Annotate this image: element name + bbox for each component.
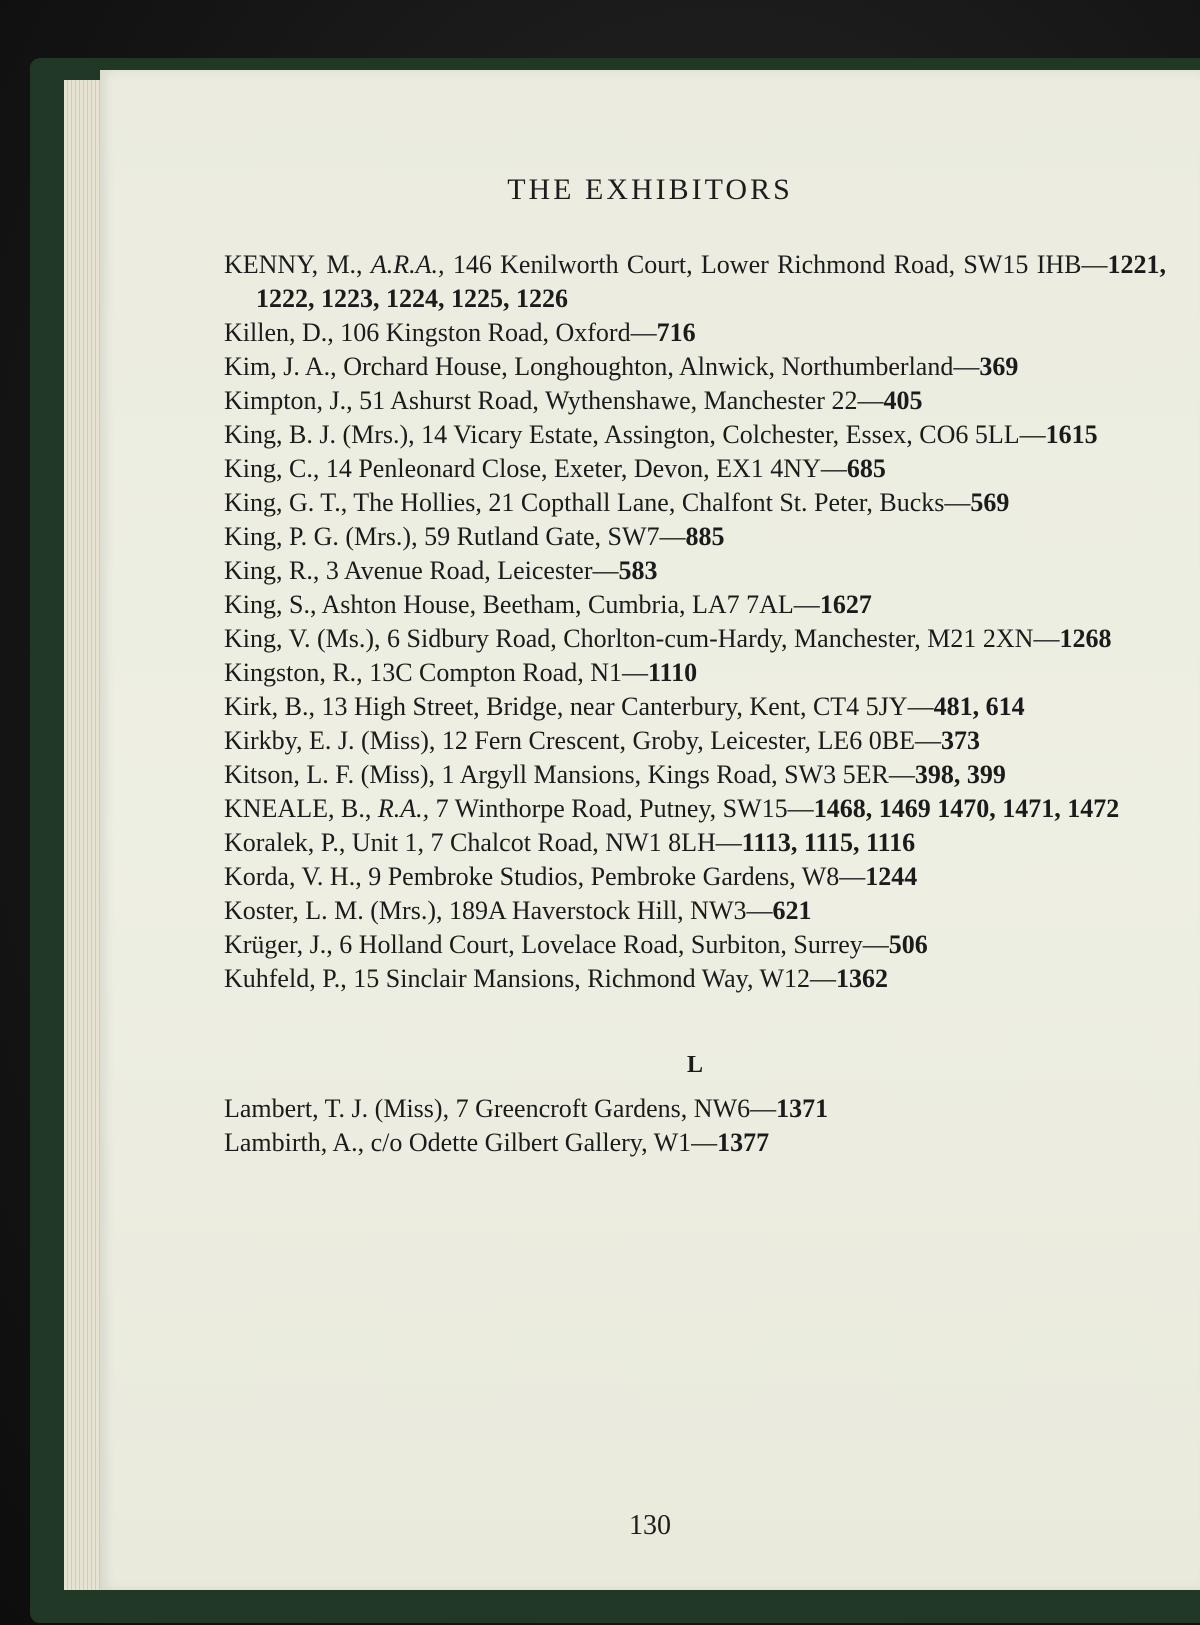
catalogue-numbers: 569: [970, 488, 1010, 517]
catalogue-numbers: 1268: [1059, 624, 1112, 653]
exhibitor-entry: [224, 826, 1166, 860]
exhibitor-name: Kim, J. A.,: [224, 352, 337, 381]
catalogue-numbers: 1113, 1115, 1116: [741, 828, 916, 857]
catalogue-numbers: 405: [883, 386, 923, 415]
exhibitor-name: Lambert, T. J. (Miss),: [224, 1094, 450, 1123]
exhibitor-entry: [224, 690, 1166, 724]
catalogue-numbers: 506: [888, 930, 928, 959]
catalogue-numbers: 1244: [865, 862, 918, 891]
exhibitor-name: King, P. G. (Mrs.),: [224, 522, 418, 551]
catalogue-numbers: 373: [940, 726, 980, 755]
exhibitor-name: Kitson, L. F. (Miss),: [224, 760, 435, 789]
catalogue-numbers: 1377: [717, 1128, 770, 1157]
exhibitor-address: 13 High Street, Bridge, near Canterbury, Kent, CT4 5JY—: [315, 692, 934, 721]
l-entries: [224, 1092, 1166, 1160]
exhibitor-list: [224, 248, 1166, 1160]
catalogue-numbers: 583: [618, 556, 658, 585]
catalogue-numbers: 685: [846, 454, 886, 483]
exhibitor-address: 6 Sidbury Road, Chorlton-cum-Hardy, Manchester, M21 2XN—: [380, 624, 1060, 653]
exhibitor-name: Krüger, J.,: [224, 930, 333, 959]
book-page: [100, 70, 1200, 1590]
catalogue-numbers: 885: [685, 522, 725, 551]
exhibitor-name: King, R.,: [224, 556, 320, 585]
exhibitor-address: 7 Winthorpe Road, Putney, SW15—: [429, 794, 814, 823]
catalogue-numbers: 398, 399: [914, 760, 1006, 789]
exhibitor-name: King, G. T.,: [224, 488, 348, 517]
exhibitor-address: Unit 1, 7 Chalcot Road, NW1 8LH—: [345, 828, 742, 857]
exhibitor-name: Koralek, P.,: [224, 828, 346, 857]
exhibitor-entry: [224, 452, 1166, 486]
exhibitor-name: Kirk, B.,: [224, 692, 315, 721]
exhibitor-entry: [224, 486, 1166, 520]
exhibitor-name: Lambirth, A.,: [224, 1128, 365, 1157]
exhibitor-entry: [224, 962, 1166, 996]
exhibitor-entry: [224, 520, 1166, 554]
exhibitor-address: 12 Fern Crescent, Groby, Leicester, LE6 0BE—: [435, 726, 941, 755]
exhibitor-address: 6 Holland Court, Lovelace Road, Surbiton, Surrey—: [332, 930, 889, 959]
exhibitor-address: 13C Compton Road, N1—: [362, 658, 648, 687]
exhibitor-name: Kirkby, E. J. (Miss),: [224, 726, 436, 755]
exhibitor-address: The Hollies, 21 Copthall Lane, Chalfont St. Peter, Bucks—: [347, 488, 971, 517]
exhibitor-address: 7 Greencroft Gardens, NW6—: [449, 1094, 777, 1123]
exhibitor-entry: [224, 418, 1166, 452]
exhibitor-name: King, B. J. (Mrs.),: [224, 420, 415, 449]
exhibitor-address: 9 Pembroke Studios, Pembroke Gardens, W8—: [361, 862, 866, 891]
exhibitor-entry: [224, 928, 1166, 962]
exhibitor-entry: [224, 588, 1166, 622]
catalogue-numbers: 1627: [819, 590, 872, 619]
catalogue-numbers: 1221, 1222, 1223, 1224, 1225, 1226: [256, 250, 1166, 313]
exhibitor-entry: [224, 384, 1166, 418]
exhibitor-entry: [224, 1092, 1166, 1126]
exhibitor-entry: [224, 622, 1166, 656]
exhibitor-entry: [224, 248, 1166, 316]
exhibitor-entry: [224, 860, 1166, 894]
exhibitor-address: 3 Avenue Road, Leicester—: [319, 556, 619, 585]
k-entries: [224, 248, 1166, 996]
exhibitor-name: King, V. (Ms.),: [224, 624, 381, 653]
exhibitor-address: Ashton House, Beetham, Cumbria, LA7 7AL—: [316, 590, 820, 619]
exhibitor-name: Korda, V. H.,: [224, 862, 362, 891]
exhibitor-name: KENNY, M.,: [224, 250, 363, 279]
exhibitor-honor: R.A.,: [377, 794, 430, 823]
catalogue-numbers: 716: [656, 318, 696, 347]
exhibitor-name: King, C.,: [224, 454, 320, 483]
exhibitor-name: Kingston, R.,: [224, 658, 363, 687]
exhibitor-address: 51 Ashurst Road, Wythenshawe, Manchester 22—: [352, 386, 884, 415]
exhibitor-entry: [224, 554, 1166, 588]
exhibitor-name: Killen, D.,: [224, 318, 334, 347]
exhibitor-address: c/o Odette Gilbert Gallery, W1—: [364, 1128, 718, 1157]
page-number: 130: [629, 1510, 671, 1541]
catalogue-numbers: 1615: [1045, 420, 1098, 449]
exhibitor-name: Kimpton, J.,: [224, 386, 353, 415]
exhibitor-address: 189A Haverstock Hill, NW3—: [442, 896, 773, 925]
exhibitor-honor: A.R.A.,: [370, 250, 445, 279]
exhibitor-entry: [224, 724, 1166, 758]
exhibitor-address: 146 Kenilworth Court, Lower Richmond Road, SW15 IHB—: [444, 250, 1108, 279]
exhibitor-entry: [224, 656, 1166, 690]
exhibitor-address: 15 Sinclair Mansions, Richmond Way, W12—: [346, 964, 837, 993]
catalogue-numbers: 481, 614: [933, 692, 1025, 721]
page-title: THE EXHIBITORS: [507, 173, 793, 206]
catalogue-numbers: 1371: [776, 1094, 829, 1123]
catalogue-numbers: 369: [979, 352, 1019, 381]
exhibitor-name: Kuhfeld, P.,: [224, 964, 347, 993]
exhibitor-name: King, S.,: [224, 590, 317, 619]
exhibitor-entry: [224, 1126, 1166, 1160]
exhibitor-name: KNEALE, B.,: [224, 794, 372, 823]
exhibitor-name: Koster, L. M. (Mrs.),: [224, 896, 443, 925]
exhibitor-address: 1 Argyll Mansions, Kings Road, SW3 5ER—: [435, 760, 915, 789]
catalogue-numbers: 1110: [647, 658, 698, 687]
exhibitor-entry: [224, 316, 1166, 350]
catalogue-numbers: 621: [772, 896, 812, 925]
exhibitor-entry: [224, 894, 1166, 928]
exhibitor-entry: [224, 792, 1166, 826]
exhibitor-address: 14 Vicary Estate, Assington, Colchester, Essex, CO6 5LL—: [414, 420, 1046, 449]
exhibitor-address: 14 Penleonard Close, Exeter, Devon, EX1 4NY—: [319, 454, 847, 483]
exhibitor-address: 59 Rutland Gate, SW7—: [417, 522, 686, 551]
exhibitor-entry: [224, 758, 1166, 792]
section-letter: L: [686, 1052, 703, 1078]
catalogue-numbers: 1468, 1469 1470, 1471, 1472: [813, 794, 1120, 823]
catalogue-numbers: 1362: [836, 964, 889, 993]
exhibitor-address: Orchard House, Longhoughton, Alnwick, Northumberland—: [336, 352, 980, 381]
exhibitor-address: 106 Kingston Road, Oxford—: [333, 318, 657, 347]
exhibitor-entry: [224, 350, 1166, 384]
